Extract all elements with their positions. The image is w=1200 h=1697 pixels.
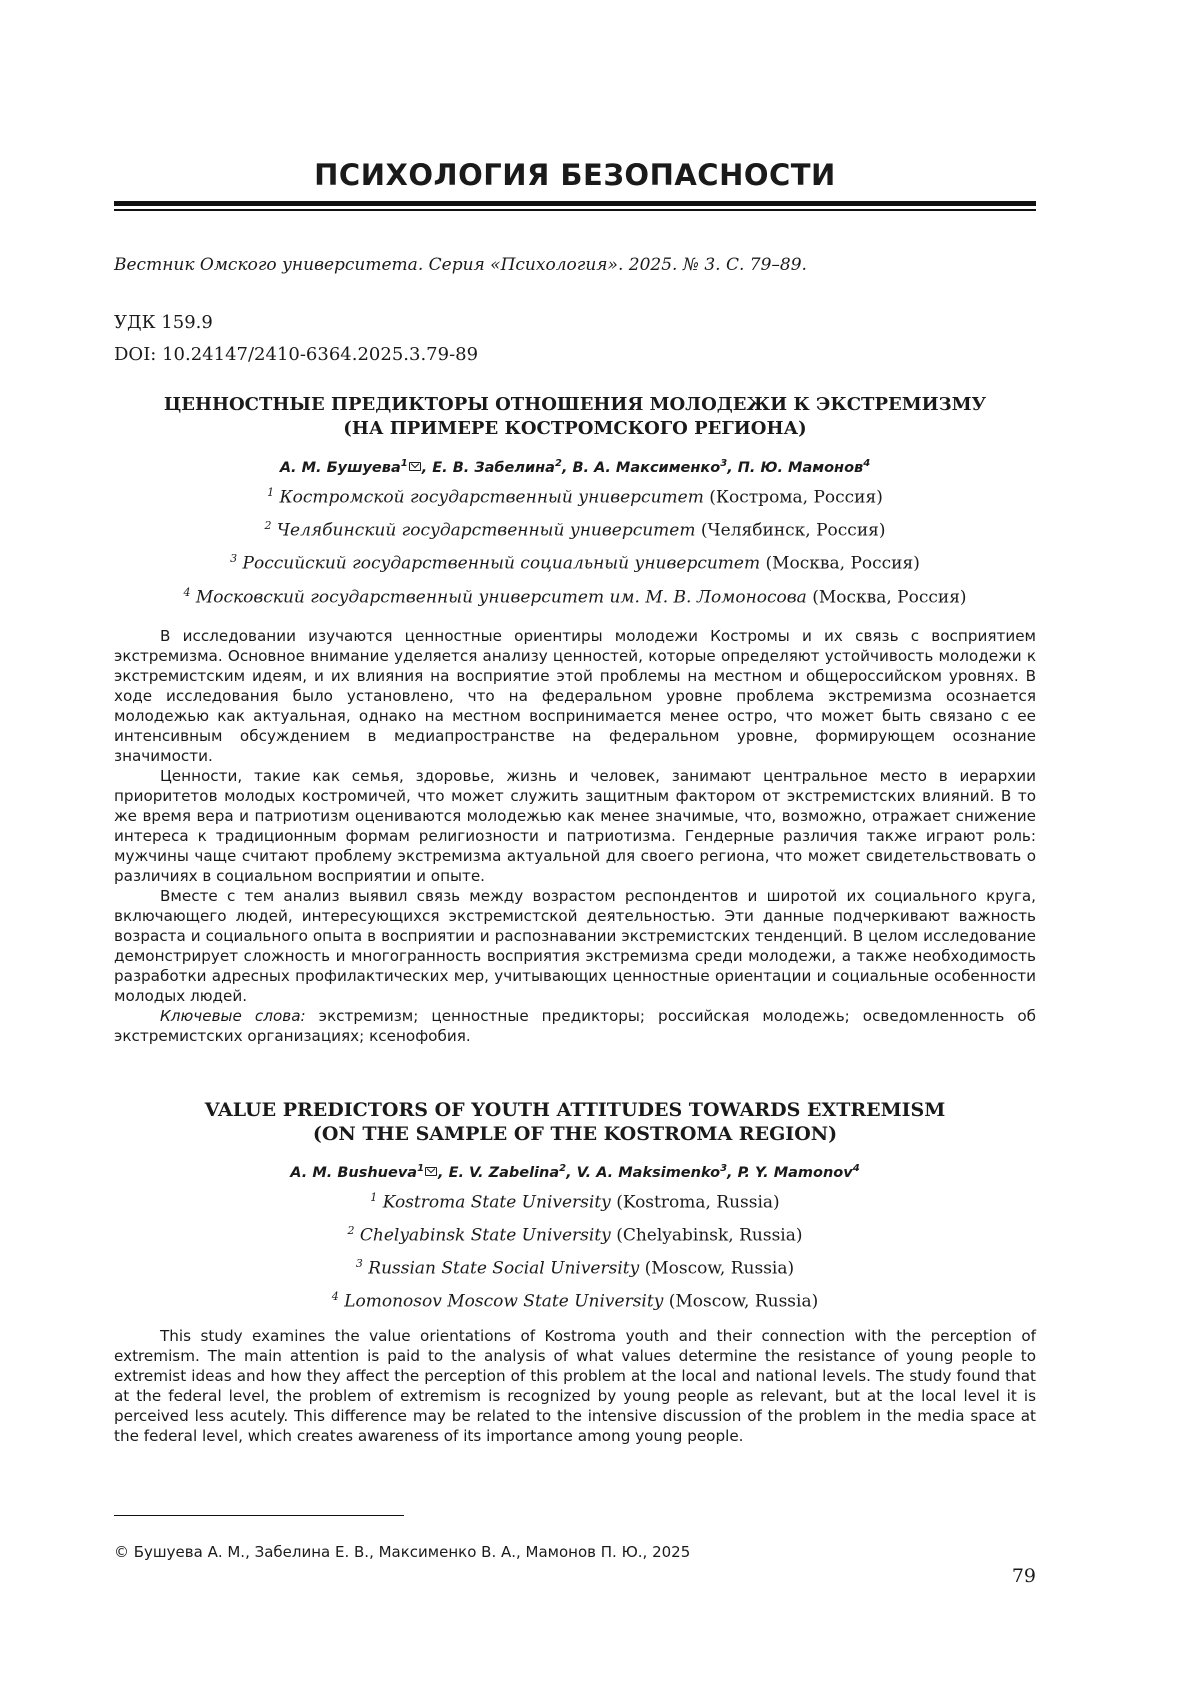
abstract-paragraph: Вместе с тем анализ выявил связь между возрастом респондентов и широтой их социального круга, включающего людей, интересующихся экстремистской деятельностью. Эти данные подчеркивают важность возраста и социального опыта в восприятии и распознавании экстремистских тенденций. В целом исследование демонстрирует сложность и многогранность восприятия экстремизма среди молодежи, а также необходимость разработки адресных профилактических мер, учитывающих ценностные ориентации и социальные особенности молодых людей. (114, 887, 1036, 1005)
affiliation-ru-2 (114, 519, 1036, 541)
author-sup: 1 (400, 458, 408, 469)
keywords-label: Ключевые слова: (160, 1007, 306, 1025)
affiliation-place: (Кострома, Россия) (709, 487, 883, 508)
author-sup: 3 (720, 1163, 728, 1174)
journal-citation: Вестник Омского университета. Серия «Психология». 2025. № 3. С. 79–89. (114, 255, 807, 275)
udk-code: УДК 159.9 (114, 312, 213, 333)
affiliation-name: Chelyabinsk State University (359, 1225, 611, 1246)
author-name: E. V. Zabelina (448, 1164, 560, 1181)
author-sup: 4 (863, 458, 871, 469)
authors-en: A. M. Bushueva$^1$ , E. V. Zabelina$^2$, V. A. Maksimenko$^3$, P. Y. Mamonov$^4$ (290, 1163, 860, 1181)
author-sup: 2 (554, 458, 562, 469)
title-en-line2: (ON THE SAMPLE OF THE KOSTROMA REGION) (312, 1123, 838, 1145)
affiliation-num: 4 (183, 586, 191, 599)
abstract-paragraph: This study examines the value orientations of Kostroma youth and their connection with the perception of extremism. The main attention is paid to the analysis of what values determine the resistance of young people to extremist ideas and how they affect the perception of this problem at the local and national levels. The study found that at the federal level, the problem of extremism is recognized by young people as relevant, but at the local level it is perceived less acutely. This difference may be related to the intensive discussion of the problem in the media space at the federal level, which creates awareness of its importance among young people. (114, 1327, 1036, 1445)
affiliation-place: (Kostroma, Russia) (616, 1192, 780, 1213)
affiliation-ru-1 (114, 486, 1036, 508)
affiliation-place: (Челябинск, Россия) (700, 520, 886, 541)
affiliation-name: Костромской государственный университет (279, 487, 704, 508)
affiliation-ru-3 (114, 552, 1036, 574)
title-en (114, 1098, 1036, 1146)
authors-ru: А. М. Бушуева$^1$ , Е. В. Забелина$^2$, В. А. Максименко$^3$, П. Ю. Мамонов$^4$ (279, 458, 871, 476)
doi: DOI: 10.24147/2410-6364.2025.3.79-89 (114, 344, 479, 365)
author-sup: 2 (559, 1163, 567, 1174)
affiliation-num: 1 (267, 486, 275, 499)
affiliation-name: Челябинский государственный университет (276, 520, 696, 541)
keywords-ru (114, 1006, 1036, 1046)
title-ru-line1: ЦЕННОСТНЫЕ ПРЕДИКТОРЫ ОТНОШЕНИЯ МОЛОДЕЖИ К ЭКСТРЕМИЗМУ (163, 394, 987, 415)
affiliation-place: (Moscow, Russia) (644, 1258, 795, 1279)
affiliation-en-1 (114, 1191, 1036, 1213)
author-name: P. Y. Mamonov (737, 1164, 853, 1181)
affiliation-place: (Москва, Россия) (812, 587, 967, 608)
affiliation-name: Московский государственный университет им. М. В. Ломоносова (195, 587, 807, 608)
affiliation-place: (Москва, Россия) (765, 553, 920, 574)
affiliation-name: Российский государственный социальный университет (242, 553, 761, 574)
affiliation-num: 2 (347, 1224, 355, 1237)
affiliation-num: 3 (355, 1257, 363, 1270)
mail-icon[interactable] (409, 462, 421, 471)
abstract-ru (114, 626, 1036, 1046)
author-name: Е. В. Забелина (432, 459, 555, 476)
affiliation-en-2 (114, 1224, 1036, 1246)
header-rule-thick (114, 201, 1036, 206)
affiliation-name: Russian State Social University (368, 1258, 640, 1279)
affiliation-en-3 (114, 1257, 1036, 1279)
mail-icon[interactable] (425, 1167, 437, 1176)
author-name: В. А. Максименко (572, 459, 721, 476)
author-sup: 4 (852, 1163, 860, 1174)
affiliation-num: 4 (331, 1290, 339, 1303)
copyright-footnote: © Бушуева А. М., Забелина Е. В., Максименко В. А., Мамонов П. Ю., 2025 (114, 1543, 691, 1561)
title-ru-line2: (НА ПРИМЕРЕ КОСТРОМСКОГО РЕГИОНА) (343, 418, 807, 439)
affiliation-place: (Moscow, Russia) (668, 1291, 819, 1312)
affiliation-name: Kostroma State University (382, 1192, 611, 1213)
title-en-line1: VALUE PREDICTORS OF YOUTH ATTITUDES TOWARDS EXTREMISM (204, 1099, 946, 1121)
section-header: ПСИХОЛОГИЯ БЕЗОПАСНОСТИ (314, 158, 836, 192)
affiliation-place: (Chelyabinsk, Russia) (616, 1225, 803, 1246)
author-name: A. M. Bushueva (290, 1164, 418, 1181)
keywords-text: экстремизм; ценностные предикторы; российская молодежь; осведомленность об экстремистских организациях; ксенофобия. (114, 1007, 1037, 1045)
footnote-divider (114, 1515, 404, 1516)
header-rule-thin (114, 209, 1036, 211)
author-sup: 3 (720, 458, 728, 469)
abstract-paragraph: Ценности, такие как семья, здоровье, жизнь и человек, занимают центральное место в иерархии приоритетов молодых костромичей, что может служить защитным фактором от экстремистских влияний. В то же время вера и патриотизм оцениваются молодежью как менее значимые, что, возможно, отражает снижение интереса к традиционным формам религиозности и патриотизма. Гендерные различия также играют роль: мужчины чаще считают проблему экстремизма актуальной для своего региона, что может свидетельствовать о различиях в социальном восприятии и опыте. (114, 767, 1036, 885)
affiliation-num: 2 (264, 519, 272, 532)
affiliation-num: 1 (370, 1191, 378, 1204)
author-name: П. Ю. Мамонов (737, 459, 864, 476)
author-name: А. М. Бушуева (279, 459, 401, 476)
article-page (114, 0, 1036, 1697)
affiliation-en-4 (114, 1290, 1036, 1312)
author-sup: 1 (417, 1163, 425, 1174)
page-number: 79 (1011, 1565, 1036, 1587)
abstract-paragraph: В исследовании изучаются ценностные ориентиры молодежи Костромы и их связь с восприятием экстремизма. Основное внимание уделяется анализу ценностей, которые определяют устойчивость молодежи к экстремистским идеям, и их влияния на восприятие этой проблемы на местном и общероссийском уровнях. В ходе исследования было установлено, что на федеральном уровне проблема экстремизма осознается молодежью как актуальная, однако на местном воспринимается менее остро, что может быть связано с ее интенсивным обсуждением в медиапространстве на федеральном уровне, формирующем осознание значимости. (114, 627, 1036, 765)
affiliation-num: 3 (230, 552, 238, 565)
affiliation-ru-4 (114, 586, 1036, 608)
author-name: V. A. Maksimenko (576, 1164, 721, 1181)
affiliation-name: Lomonosov Moscow State University (344, 1291, 664, 1312)
abstract-en (114, 1326, 1036, 1446)
title-ru (114, 393, 1036, 441)
